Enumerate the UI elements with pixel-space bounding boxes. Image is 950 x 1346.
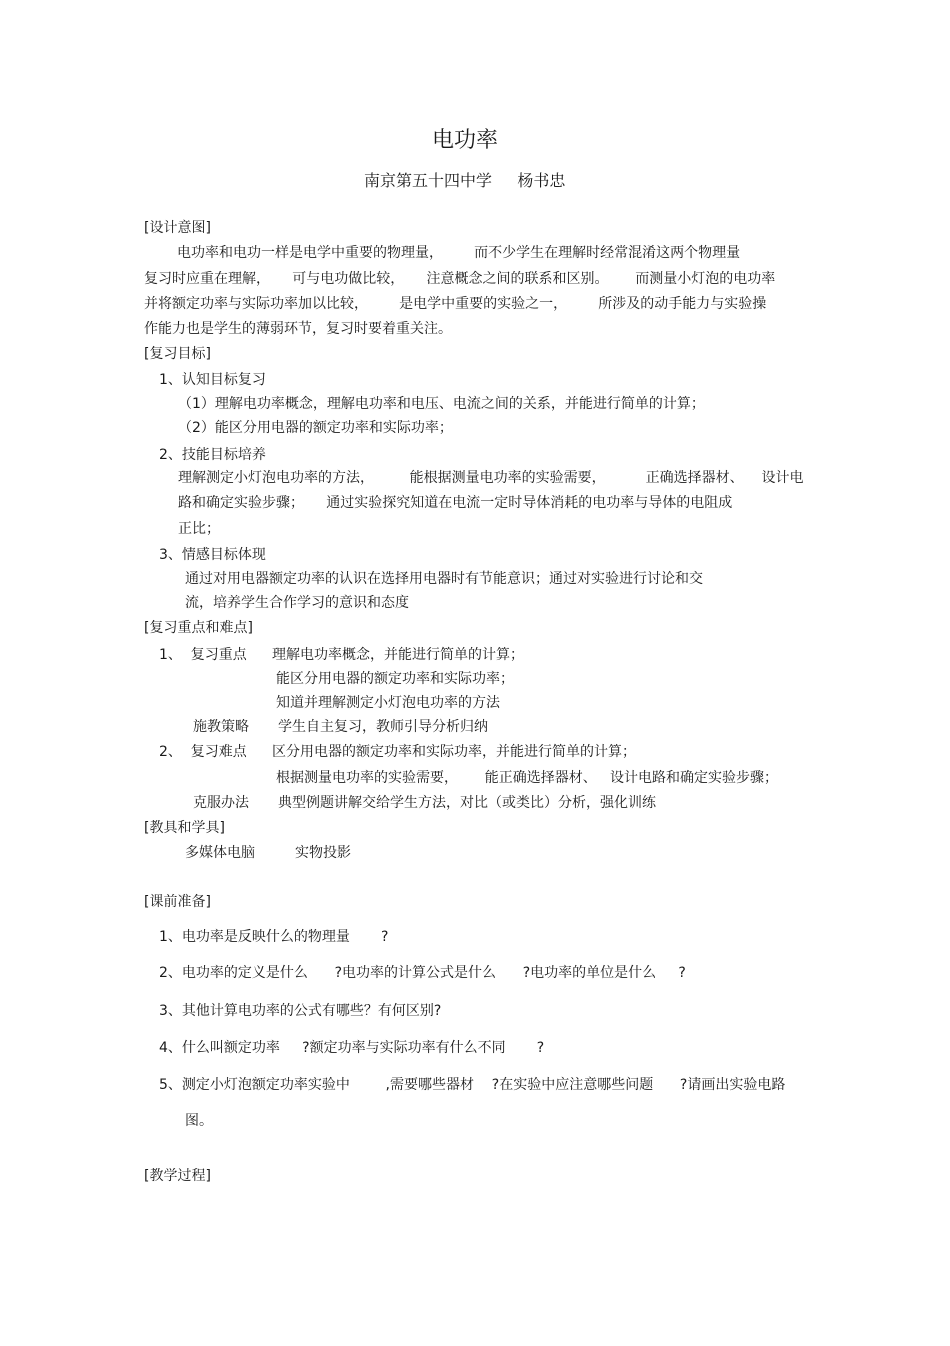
- key-point-1-label: 1、 复习重点: [159, 647, 247, 663]
- prep-question-2: 2、电功率的定义是什么 ?电功率的计算公式是什么 ?电功率的单位是什么 ?: [159, 965, 686, 981]
- design-intent-heading: [设计意图]: [144, 220, 211, 236]
- design-intent-line-4: 作能力也是学生的薄弱环节，复习时要着重关注。: [144, 321, 452, 337]
- prep-question-3: 3、其他计算电功率的公式有哪些？有何区别?: [159, 1003, 442, 1019]
- overcome-label: 克服办法: [193, 795, 249, 811]
- overcome-text: 典型例题讲解交给学生方法，对比（或类比）分析，强化训练: [278, 795, 656, 811]
- design-intent-line-3: 并将额定功率与实际功率加以比较， 是电学中重要的实验之一， 所涉及的动手能力与实验操: [144, 296, 767, 312]
- goal-1-item-1: （1）理解电功率概念，理解电功率和电压、电流之间的关系，并能进行简单的计算；: [178, 396, 705, 412]
- design-intent-line-2: 复习时应重在理解， 可与电功做比较， 注意概念之间的联系和区别。 而测量小灯泡的电功率: [144, 271, 776, 287]
- prep-question-5-line-1: 5、测定小灯泡额定功率实验中 ,需要哪些器材 ?在实验中应注意哪些问题 ?请画出实验电路: [159, 1077, 786, 1093]
- key-point-1-line-2: 能区分用电器的额定功率和实际功率；: [276, 671, 514, 687]
- strategy-text: 学生自主复习，教师引导分析归纳: [278, 719, 488, 735]
- goal-1-title: 1、认知目标复习: [159, 372, 266, 388]
- key-point-2-label: 2、 复习难点: [159, 744, 247, 760]
- key-point-1-line-1: 理解电功率概念，并能进行简单的计算；: [272, 647, 524, 663]
- process-heading: [教学过程]: [144, 1168, 211, 1184]
- goal-3-title: 3、情感目标体现: [159, 547, 266, 563]
- goal-3-line-1: 通过对用电器额定功率的认识在选择用电器时有节能意识；通过对实验进行讨论和交: [185, 571, 703, 587]
- goal-1-item-2: （2）能区分用电器的额定功率和实际功率；: [178, 420, 453, 436]
- prep-question-4: 4、什么叫额定功率 ?额定功率与实际功率有什么不同 ?: [159, 1040, 545, 1056]
- key-point-2-line-2: 根据测量电功率的实验需要， 能正确选择器材、 设计电路和确定实验步骤；: [276, 770, 779, 786]
- goal-2-title: 2、技能目标培养: [159, 447, 266, 463]
- goal-2-line-1: 理解测定小灯泡电功率的方法， 能根据测量电功率的实验需要， 正确选择器材、 设计电: [178, 470, 804, 486]
- goal-2-line-2: 路和确定实验步骤； 通过实验探究知道在电流一定时导体消耗的电功率与导体的电阻成: [178, 495, 733, 511]
- tools-heading: [教具和学具]: [144, 820, 225, 836]
- key-point-2-line-1: 区分用电器的额定功率和实际功率，并能进行简单的计算；: [272, 744, 636, 760]
- goals-heading: [复习目标]: [144, 346, 211, 362]
- tools-text: 多媒体电脑 实物投影: [185, 845, 352, 861]
- strategy-label: 施教策略: [193, 719, 249, 735]
- prep-question-1: 1、电功率是反映什么的物理量 ?: [159, 929, 389, 945]
- key-points-heading: [复习重点和难点]: [144, 620, 253, 636]
- goal-3-line-2: 流，培养学生合作学习的意识和态度: [185, 595, 409, 611]
- key-point-1-line-3: 知道并理解测定小灯泡电功率的方法: [276, 695, 500, 711]
- page-title: 电功率: [432, 128, 499, 153]
- goal-2-line-3: 正比；: [178, 521, 220, 537]
- author-line: 南京第五十四中学 杨书忠: [364, 171, 566, 190]
- prep-heading: [课前准备]: [144, 894, 211, 910]
- prep-question-5-line-2: 图。: [185, 1113, 213, 1129]
- design-intent-line-1: 电功率和电功一样是电学中重要的物理量， 而不少学生在理解时经常混淆这两个物理量: [177, 245, 741, 261]
